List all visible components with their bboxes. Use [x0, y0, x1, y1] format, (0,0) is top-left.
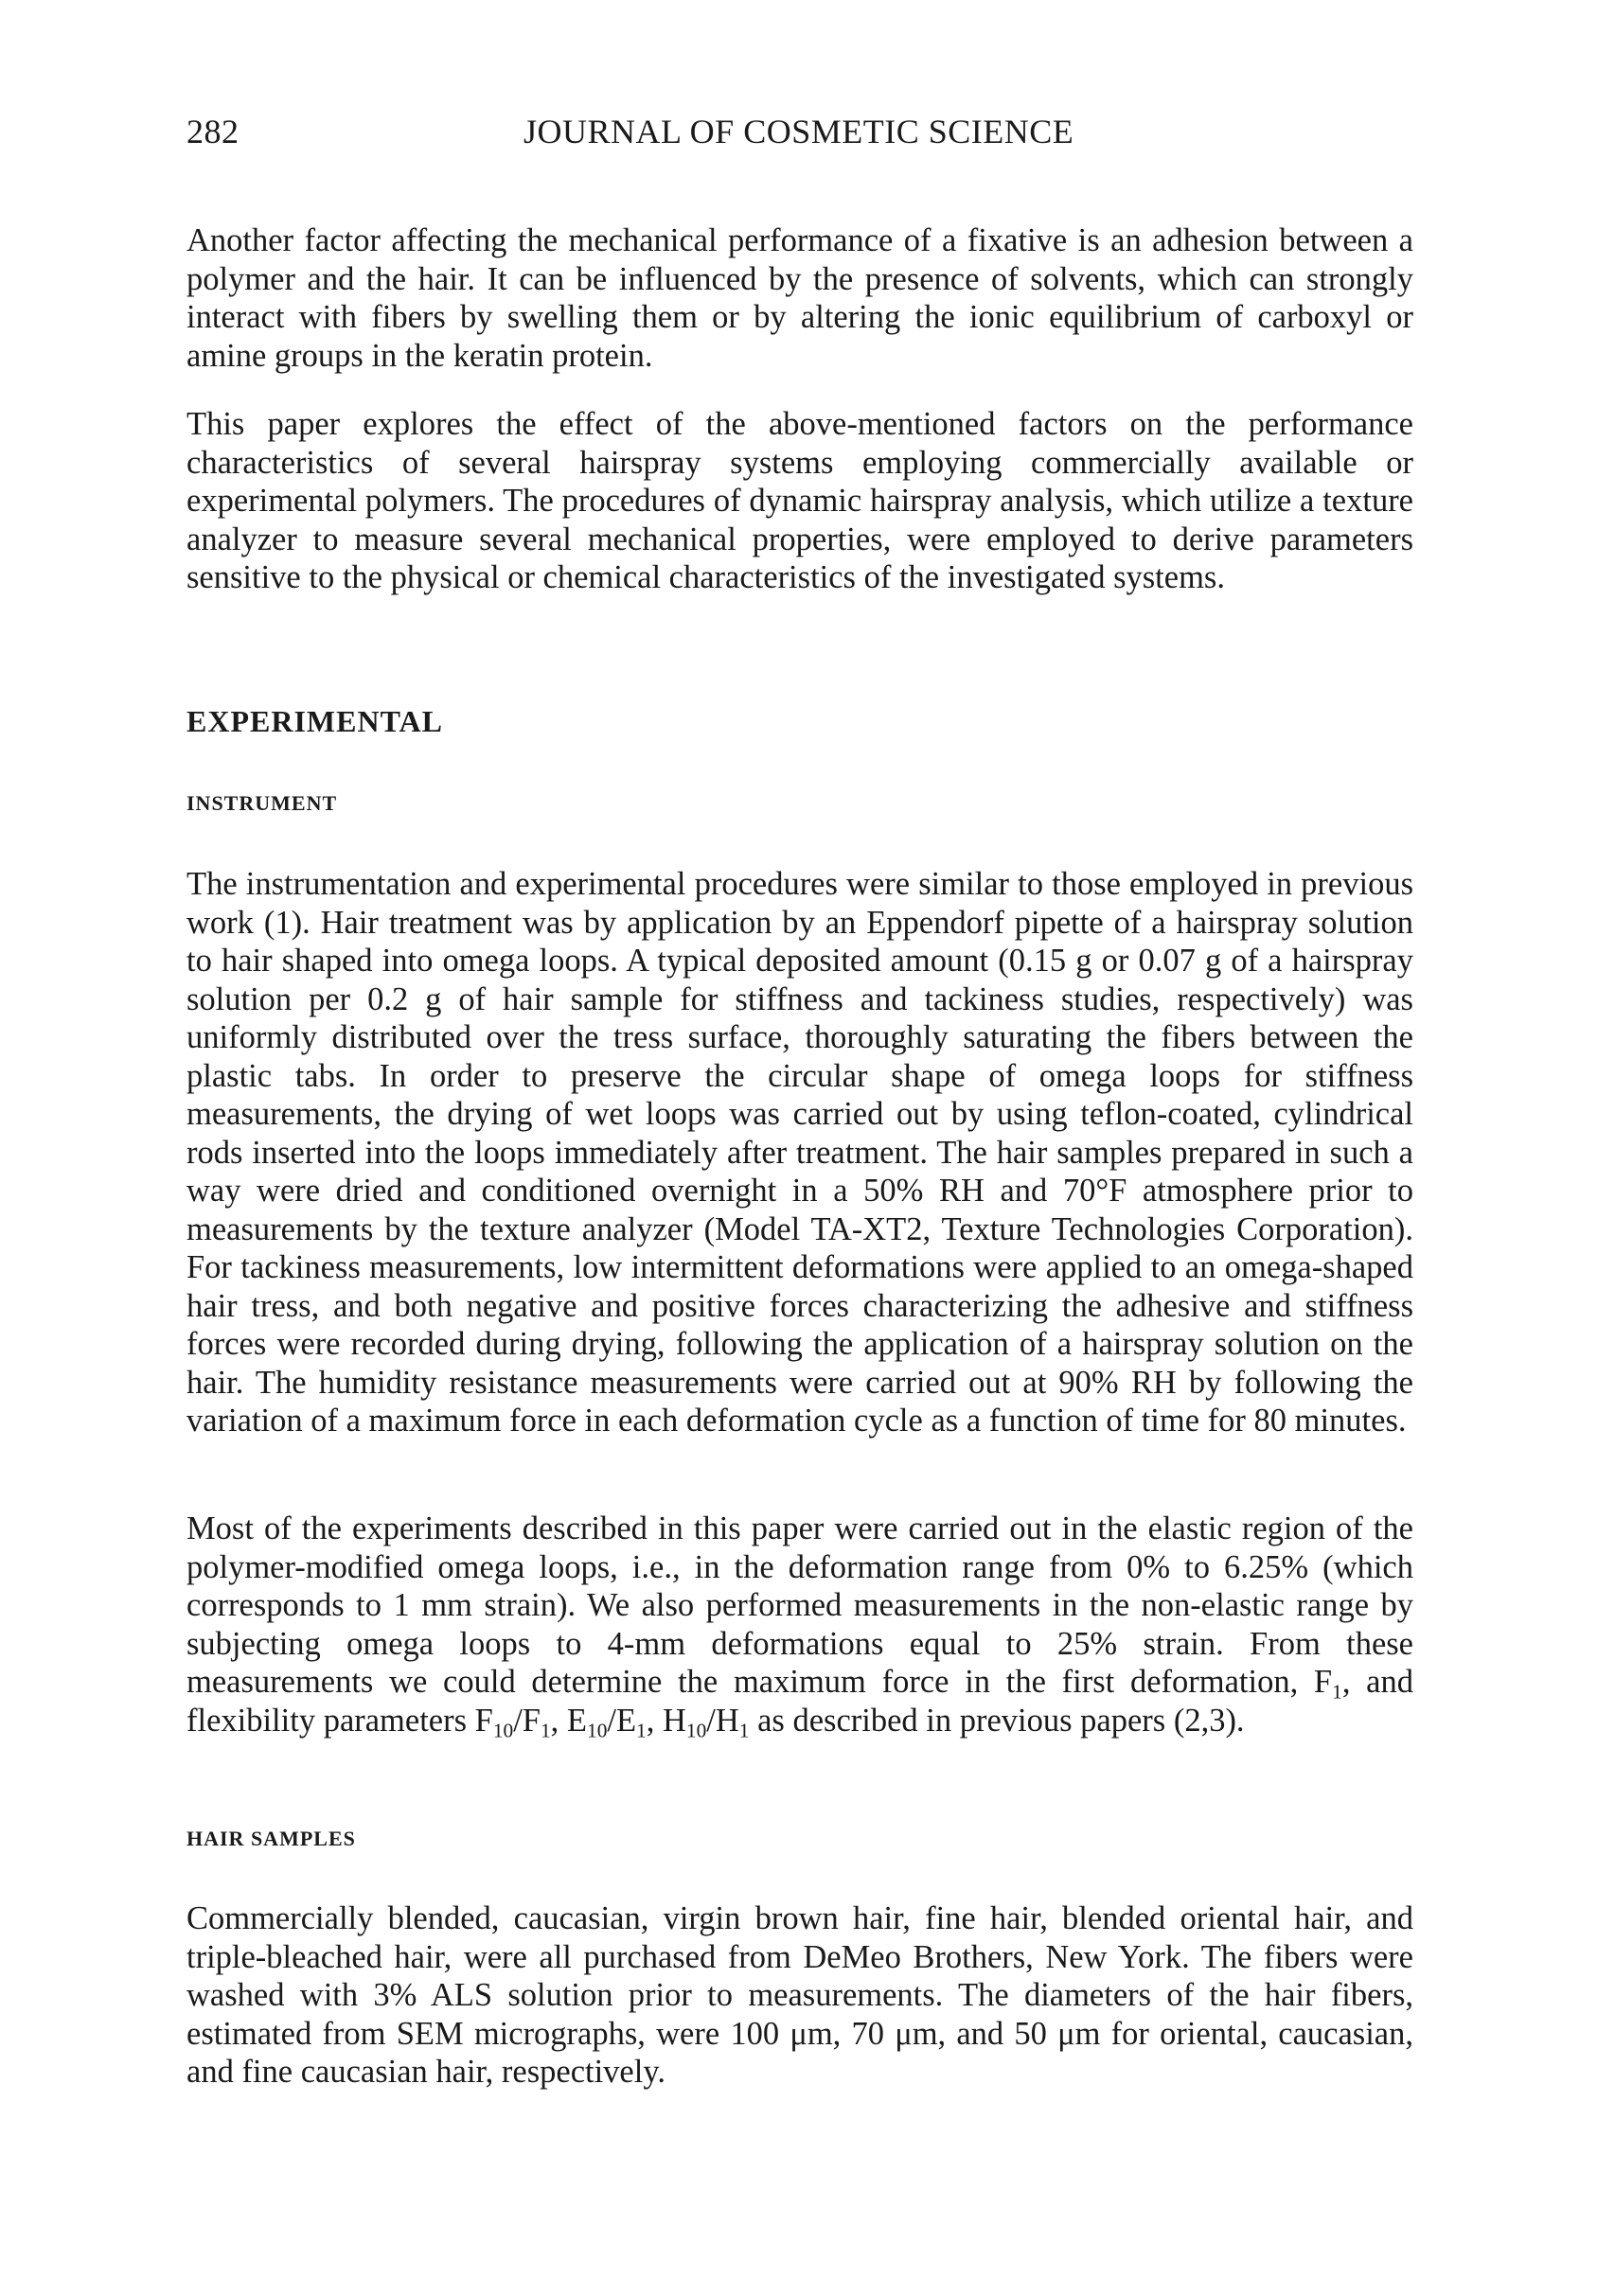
- paragraph-instrumentation: The instrumentation and experimental procedures were similar to those employed in previous work (1). Hair treatment was by application by an Eppendorf pipette of a hairspray solution to hair shaped into omega loops. A typical deposited amount (0.15 g or 0.07 g of a hairspray solution per 0.2 g of hair sample for stiffness and tackiness studies, respectively) was uniformly distributed over the tress surface, thoroughly saturating the fibers between the plastic tabs. In order to preserve the circular shape of omega loops for stiffness measurements, the drying of wet loops was carried out by using teflon-coated, cylindrical rods inserted into the loops immediately after treatment. The hair samples prepared in such a way were dried and conditioned overnight in a 50% RH and 70°F atmosphere prior to measurements by the texture analyzer (Model TA-XT2, Texture Technologies Corporation). For tackiness measurements, low intermittent deformations were applied to an omega-shaped hair tress, and both negative and positive forces characterizing the adhesive and stiffness forces were recorded during drying, following the application of a hairspray solution on the hair. The humidity resistance measurements were carried out at 90% RH by following the variation of a maximum force in each deformation cycle as a function of time for 80 minutes.: [186, 866, 1413, 1439]
- journal-title: JOURNAL OF COSMETIC SCIENCE: [523, 113, 1074, 150]
- page-number: 282: [186, 113, 240, 150]
- section-heading-experimental: EXPERIMENTAL: [186, 704, 443, 738]
- paragraph-adhesion: Another factor affecting the mechanical performance of a fixative is an adhesion between a polymer and the hair. It can be influenced by the presence of solvents, which can strongly interact with fibers by swelling them or by altering the ionic equilibrium of carboxyl or amine groups in the keratin protein.: [186, 222, 1413, 374]
- subscript: 10: [685, 1718, 707, 1741]
- paragraph-elastic-main: Most of the experiments described in this paper were carried out in the elastic region of the polymer-modified omega loops, i.e., in the deformation range from 0% to 6.25% (which corresponds to 1 mm strain). We also performed measurements in the non-elastic range by subjecting omega loops to 4-mm deformations equal to 25% strain. From these measurements we could determine the maximum force in the first deformation, F: [186, 1510, 1413, 1700]
- paragraph-paper-scope: This paper explores the effect of the above-mentioned factors on the performance characteristics of several hairspray systems employing commercially available or experimental polymers. The procedures of dynamic hairspray analysis, which utilize a texture analyzer to measure several mechanical properties, were employed to derive parameters sensitive to the physical or chemical characteristics of the investigated systems.: [186, 406, 1413, 595]
- text-fragment: , and flexibility parameters F: [186, 1664, 1413, 1739]
- text-fragment: , H: [646, 1702, 686, 1739]
- paragraph-hair-samples: Commercially blended, caucasian, virgin brown hair, fine hair, blended oriental hair, and triple-bleached hair, were all purchased from DeMeo Brothers, New York. The fibers were washed with 3% ALS solution prior to measurements. The diameters of the hair fibers, estimated from SEM micrographs, were 100 μm, 70 μm, and 50 μm for oriental, caucasian, and fine caucasian hair, respectively.: [186, 1900, 1413, 2090]
- paragraph-elastic-region: [186, 1510, 1413, 1740]
- subsection-heading-hair-samples: HAIR SAMPLES: [186, 1827, 356, 1850]
- subscript: 1: [540, 1718, 551, 1741]
- text-fragment: , E: [550, 1702, 587, 1739]
- running-head: [186, 112, 1417, 168]
- text-fragment: /F: [513, 1702, 541, 1739]
- subscript: 10: [587, 1718, 608, 1741]
- subscript: 1: [1332, 1680, 1342, 1704]
- text-fragment: /E: [607, 1702, 637, 1739]
- subsection-heading-instrument: INSTRUMENT: [186, 791, 338, 815]
- subscript: 10: [492, 1718, 514, 1741]
- text-fragment: as described in previous papers (2,3).: [749, 1702, 1245, 1739]
- subscript: 1: [636, 1718, 647, 1741]
- subscript: 1: [738, 1718, 750, 1741]
- text-fragment: /H: [706, 1702, 739, 1739]
